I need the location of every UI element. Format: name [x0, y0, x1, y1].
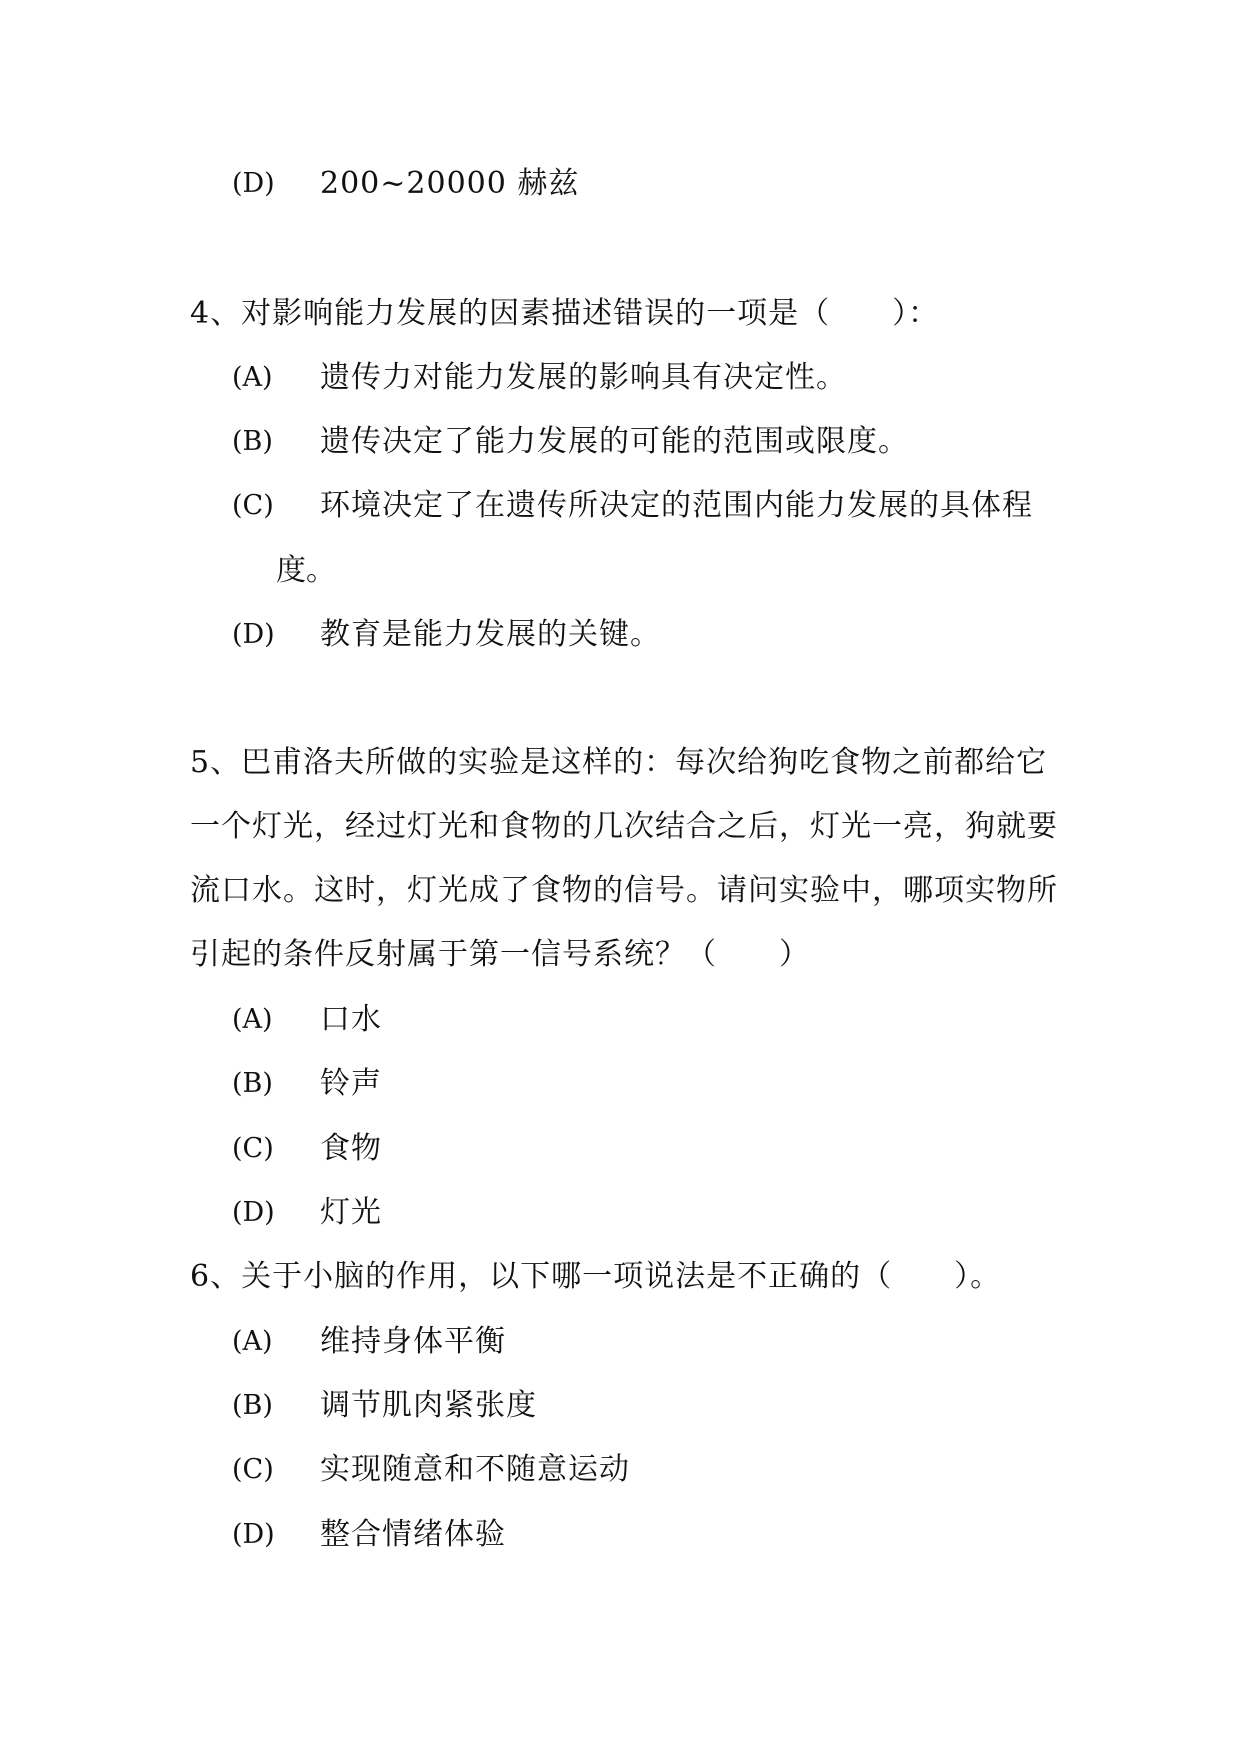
q6-option-c-label: (C)	[232, 1454, 274, 1485]
q4-stem: 4、对影响能力发展的因素描述错误的一项是（ ）：	[190, 296, 940, 331]
q6-option-d-label: (D)	[232, 1519, 275, 1550]
q6-option-a-text: 维持身体平衡	[320, 1324, 506, 1359]
q5-option-d-text: 灯光	[320, 1195, 382, 1230]
q3-option-d-text: 200~20000 赫兹	[320, 166, 580, 201]
q4-option-b-text: 遗传决定了能力发展的可能的范围或限度。	[320, 424, 909, 459]
q6-option-b-text: 调节肌肉紧张度	[320, 1388, 537, 1423]
q5-option-c-label: (C)	[232, 1133, 274, 1164]
q5-stem-line: 引起的条件反射属于第一信号系统？（ ）	[190, 937, 810, 972]
q5-option-d-label: (D)	[232, 1197, 275, 1228]
q4-option-d-label: (D)	[232, 619, 275, 650]
q4-option-b-label: (B)	[232, 426, 273, 457]
q4-option-a-text: 遗传力对能力发展的影响具有决定性。	[320, 360, 847, 395]
q5-stem-line: 5、巴甫洛夫所做的实验是这样的：每次给狗吃食物之前都给它	[190, 745, 1048, 780]
q6-option-b-label: (B)	[232, 1390, 273, 1421]
q6-option-d-text: 整合情绪体验	[320, 1517, 506, 1552]
q4-option-c-continuation: 度。	[276, 553, 336, 588]
q6-stem: 6、关于小脑的作用，以下哪一项说法是不正确的（ ）。	[190, 1259, 1002, 1294]
q5-option-a-text: 口水	[320, 1002, 382, 1037]
q6-option-c-text: 实现随意和不随意运动	[320, 1452, 630, 1487]
q4-option-a-label: (A)	[232, 362, 273, 393]
q5-option-a-label: (A)	[232, 1004, 273, 1035]
q5-option-c-text: 食物	[320, 1131, 382, 1166]
q5-option-b-label: (B)	[232, 1068, 273, 1099]
q5-option-b-text: 铃声	[320, 1066, 382, 1101]
q5-stem-line: 一个灯光，经过灯光和食物的几次结合之后，灯光一亮，狗就要	[190, 809, 1058, 844]
q4-option-d-text: 教育是能力发展的关键。	[320, 617, 661, 652]
q6-option-a-label: (A)	[232, 1326, 273, 1357]
q5-stem-line: 流口水。这时，灯光成了食物的信号。请问实验中，哪项实物所	[190, 873, 1058, 908]
q4-option-c-label: (C)	[232, 490, 274, 521]
q3-option-d-label: (D)	[232, 168, 275, 199]
q4-option-c-text: 环境决定了在遗传所决定的范围内能力发展的具体程	[320, 488, 1033, 523]
